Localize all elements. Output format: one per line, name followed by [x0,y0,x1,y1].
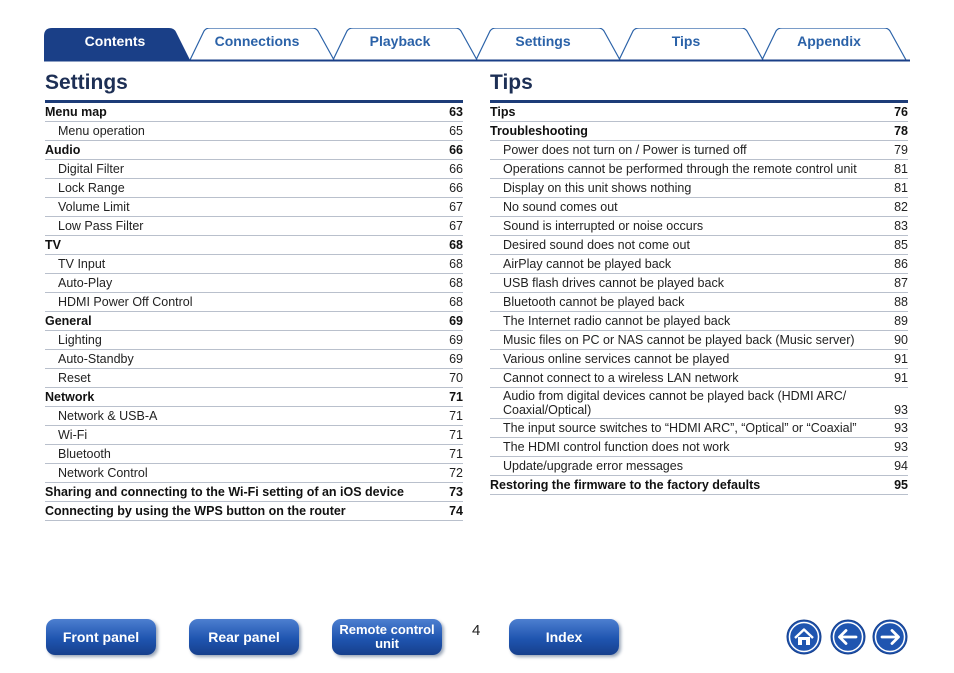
toc-entry-title: HDMI Power Off Control [58,294,193,309]
rear-panel-label: Rear panel [208,629,280,645]
settings-section [45,70,463,521]
remote-control-label-line2: unit [375,636,399,651]
toc-entry[interactable] [490,122,908,141]
toc-entry-page: 83 [894,218,908,233]
toc-entry-title: Various online services cannot be played [503,351,730,366]
toc-entry[interactable] [45,445,463,464]
toc-entry[interactable] [490,103,908,122]
tab-connections[interactable]: Connections [214,33,300,49]
tab-tips[interactable]: Tips [671,33,701,49]
toc-entry-page: 93 [894,420,908,435]
toc-entry-title: Sound is interrupted or noise occurs [503,218,704,233]
toc-entry-title: USB flash drives cannot be played back [503,275,724,290]
toc-entry-title: Operations cannot be performed through the remote control unit [503,161,857,176]
toc-entry-title: Bluetooth cannot be played back [503,294,685,309]
tips-section [490,70,908,495]
toc-entry-title: Display on this unit shows nothing [503,180,692,195]
toc-entry-title: Troubleshooting [490,123,588,138]
toc-entry-page: 71 [449,389,463,404]
toc-entry-title: Menu operation [58,123,145,138]
toc-entry[interactable] [490,293,908,312]
toc-entry-page: 85 [894,237,908,252]
toc-entry[interactable] [45,483,463,502]
toc-entry-title: Lighting [58,332,102,347]
toc-entry-page: 71 [449,408,463,423]
toc-entry-title: Wi-Fi [58,427,88,442]
toc-entry-page: 95 [894,477,908,492]
tab-bar [44,28,908,60]
toc-entry-title: The Internet radio cannot be played back [503,313,731,328]
toc-entry[interactable] [45,274,463,293]
toc-entry[interactable] [490,350,908,369]
toc-entry[interactable] [490,255,908,274]
toc-entry-title: Sharing and connecting to the Wi-Fi setting of an iOS device [45,484,404,499]
front-panel-label: Front panel [62,629,140,645]
toc-entry[interactable] [45,293,463,312]
toc-entry-page: 88 [894,294,908,309]
tips-title: Tips [490,71,533,94]
toc-entry[interactable] [490,438,908,457]
toc-entry-page: 69 [449,332,463,347]
toc-entry[interactable] [490,312,908,331]
toc-entry[interactable] [490,217,908,236]
toc-entry[interactable] [45,198,463,217]
toc-entry-page: 69 [449,351,463,366]
toc-entry-page: 73 [449,484,463,499]
toc-entry-title: Lock Range [58,180,125,195]
settings-title: Settings [45,71,128,94]
toc-entry[interactable] [490,160,908,179]
toc-entry[interactable] [490,179,908,198]
toc-entry-title: General [45,313,92,328]
toc-entry-title: Reset [58,370,91,385]
toc-entry-title: Network & USB-A [58,408,158,423]
toc-entry-title: TV [45,237,61,252]
toc-entry-title: The input source switches to “HDMI ARC”, “Optical” or “Coaxial” [503,420,857,435]
toc-entry[interactable] [490,141,908,160]
toc-entry-page: 71 [449,446,463,461]
toc-entry[interactable] [490,331,908,350]
toc-entry-title: Update/upgrade error messages [503,458,683,473]
toc-entry[interactable] [490,476,908,495]
toc-entry-title: Audio from digital devices cannot be played back (HDMI ARC/ Coaxial/Optical) [503,389,847,417]
toc-entry[interactable] [45,331,463,350]
toc-entry-page: 68 [449,275,463,290]
toc-entry-page: 93 [894,439,908,454]
toc-entry[interactable] [490,236,908,255]
toc-entry[interactable] [45,103,463,122]
toc-entry-title: Audio [45,142,81,157]
toc-entry-page: 68 [449,294,463,309]
toc-entry[interactable] [45,464,463,483]
toc-entry-page: 89 [894,313,908,328]
toc-entry-page: 82 [894,199,908,214]
toc-entry[interactable] [45,407,463,426]
toc-entry-page: 66 [449,142,463,157]
toc-entry[interactable] [45,502,463,521]
toc-entry[interactable] [490,419,908,438]
forward-arrow-icon[interactable] [872,619,908,655]
toc-entry[interactable] [45,122,463,141]
toc-entry-page: 63 [449,104,463,119]
toc-entry[interactable] [45,179,463,198]
toc-entry[interactable] [45,426,463,445]
toc-entry-page: 81 [894,180,908,195]
toc-entry-title: Low Pass Filter [58,218,144,233]
toc-entry-title: Network Control [58,465,148,480]
tab-contents[interactable]: Contents [84,33,146,49]
tab-appendix[interactable]: Appendix [797,33,861,49]
index-button[interactable] [509,619,619,655]
toc-entry-page: 86 [894,256,908,271]
toc-entry-page: 81 [894,161,908,176]
tab-playback[interactable]: Playback [369,33,431,49]
rear-panel-button[interactable] [189,619,299,655]
toc-entry-page: 91 [894,351,908,366]
toc-entry-title: Bluetooth [58,446,111,461]
toc-entry-page: 94 [894,458,908,473]
toc-entry[interactable] [490,274,908,293]
toc-entry-page: 66 [449,161,463,176]
toc-entry-title: TV Input [58,256,106,271]
toc-entry-title: Desired sound does not come out [503,237,690,252]
toc-entry[interactable] [45,217,463,236]
front-panel-button[interactable] [46,619,156,655]
toc-entry-title: Restoring the firmware to the factory defaults [490,477,761,492]
tips-toc [490,103,908,495]
toc-entry-page: 70 [449,370,463,385]
toc-entry-title: Menu map [45,104,107,119]
toc-entry-page: 90 [894,332,908,347]
page-number: 4 [472,622,481,639]
remote-control-label-line1: Remote control [339,622,435,637]
toc-entry-page: 93 [894,403,908,417]
toc-entry[interactable] [45,160,463,179]
toc-entry[interactable] [45,236,463,255]
toc-entry-title: Cannot connect to a wireless LAN network [503,370,739,385]
toc-entry-page: 72 [449,465,463,480]
toc-entry[interactable] [45,312,463,331]
toc-entry-page: 76 [894,104,908,119]
toc-entry-title: No sound comes out [503,199,618,214]
toc-entry-title: Volume Limit [58,199,130,214]
toc-entry[interactable] [490,198,908,217]
toc-entry[interactable] [490,369,908,388]
toc-entry-title: Tips [490,104,516,119]
index-label: Index [545,629,583,645]
toc-entry-page: 78 [894,123,908,138]
toc-entry-title: Auto-Play [58,275,113,290]
toc-entry-page: 87 [894,275,908,290]
toc-entry-title: Auto-Standby [58,351,134,366]
toc-entry-title: Music files on PC or NAS cannot be played back (Music server) [503,332,855,347]
toc-entry-title: Connecting by using the WPS button on the router [45,503,346,518]
toc-entry-title: AirPlay cannot be played back [503,256,672,271]
toc-entry-page: 69 [449,313,463,328]
home-icon[interactable] [786,619,822,655]
toc-entry-page: 67 [449,199,463,214]
toc-entry[interactable] [45,388,463,407]
toc-entry[interactable] [490,457,908,476]
toc-entry-page: 68 [449,237,463,252]
toc-entry-page: 67 [449,218,463,233]
toc-entry-page: 74 [449,503,463,518]
toc-entry-title: Network [45,389,95,404]
toc-entry-title: Digital Filter [58,161,124,176]
toc-entry[interactable] [45,141,463,160]
toc-entry-page: 91 [894,370,908,385]
toc-entry-page: 68 [449,256,463,271]
toc-entry[interactable] [490,388,908,419]
toc-entry-page: 79 [894,142,908,157]
toc-entry-title: Power does not turn on / Power is turned off [503,142,747,157]
settings-toc [45,103,463,521]
toc-entry[interactable] [45,369,463,388]
toc-entry-page: 66 [449,180,463,195]
toc-entry[interactable] [45,255,463,274]
tab-settings[interactable]: Settings [515,33,571,49]
remote-control-unit-button[interactable] [332,619,442,655]
toc-entry-page: 65 [449,123,463,138]
toc-entry-page: 71 [449,427,463,442]
toc-entry-title: The HDMI control function does not work [503,439,730,454]
back-arrow-icon[interactable] [830,619,866,655]
toc-entry[interactable] [45,350,463,369]
